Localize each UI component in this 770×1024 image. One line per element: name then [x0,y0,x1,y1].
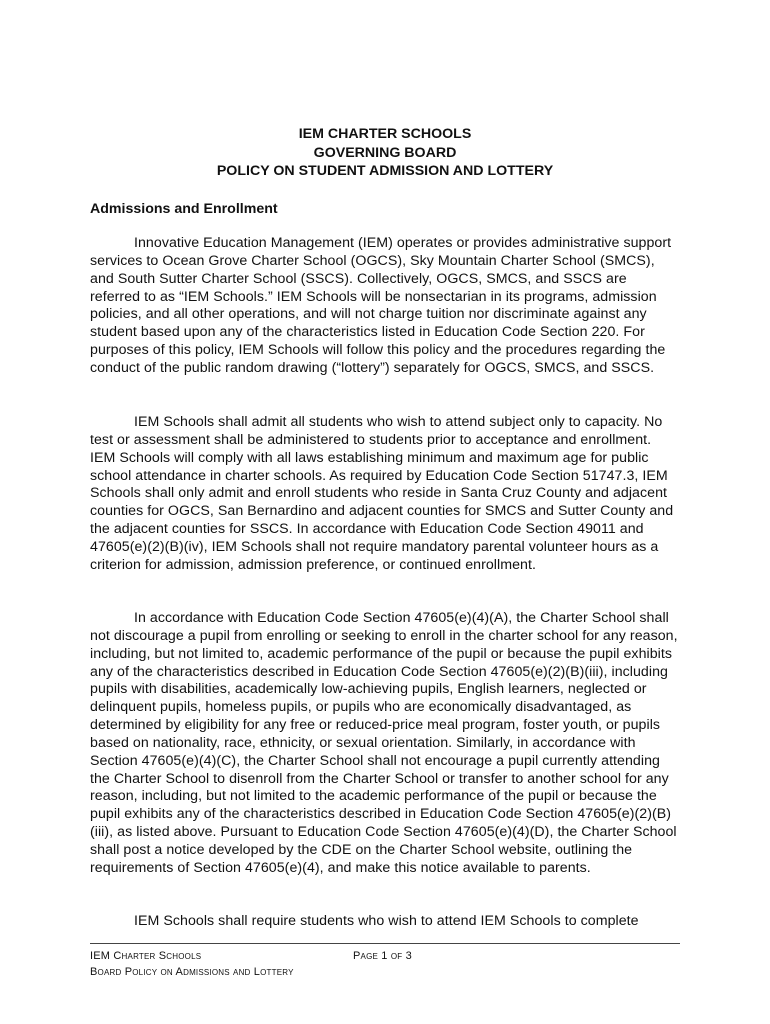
paragraph-1: Innovative Education Management (IEM) operates or provides administrative support services to Ocean Grove Charter School (OGCS), Sky Mountain Charter School (SMCS), and South Sutter Charter School (SSCS). Collectively, OGCS, SMCS, and SSCS are referred to as “IEM Schools.” IEM Schools will be nonsectarian in its programs, admission policies, and all other operations, and will not charge tuition nor discriminate against any student based upon any of the characteristics listed in Education Code Section 220. For purposes of this policy, IEM Schools will follow this policy and the procedures regarding the conduct of the public random drawing (“lottery”) separately for OGCS, SMCS, and SSCS. [90,235,672,376]
footer-document-label [90,948,294,980]
title-line-board: GOVERNING BOARD [313,144,457,161]
footer-school-name: IEM Charter Schools [90,950,202,962]
document-title [90,125,680,181]
paragraph-4: IEM Schools shall require students who wish to attend IEM Schools to complete [134,913,639,929]
page-number: Page 1 of 3 [353,950,412,962]
paragraph-3: In accordance with Education Code Section 47605(e)(4)(A), the Charter School shall not discourage a pupil from enrolling or seeking to enroll in the charter school for any reason, including, but not limited to, academic performance of the pupil or because the pupil exhibits any of the characteristics described in Education Code Section 47605(e)(2)(B)(iii), including pupils with disabilities, academically low-achieving pupils, English learners, neglected or delinquent pupils, homeless pupils, or pupils who are economically disadvantaged, as determined by eligibility for any free or reduced-price meal program, foster youth, or pupils based on nationality, race, ethnicity, or sexual orientation. Similarly, in accordance with Section 47605(e)(4)(C), the Charter School shall not encourage a pupil currently attending the Charter School to disenroll from the Charter School or transfer to another school for any reason, including, but not limited to the academic performance of the pupil or because the pupil exhibits any of the characteristics described in Education Code Section 47605(e)(2)(B)(iii), as listed above. Pursuant to Education Code Section 47605(e)(4)(D), the Charter School shall post a notice developed by the CDE on the Charter School website, outlining the requirements of Section 47605(e)(4), and make this notice available to parents. [90,610,678,876]
footer-policy-name: Board Policy on Admissions and Lottery [90,966,294,978]
title-line-policy: POLICY ON STUDENT ADMISSION AND LOTTERY [216,163,554,179]
paragraph-2: IEM Schools shall admit all students who wish to attend subject only to capacity. No test or assessment shall be administered to students prior to acceptance and enrollment. IEM Schools will comply with all laws establishing minimum and maximum age for public school attendance in charter schools. As required by Education Code Section 51747.3, IEM Schools shall only admit and enroll students who reside in Santa Cruz County and adjacent counties for OGCS, San Bernardino and adjacent counties for SMCS and Sutter County and the adjacent counties for SSCS. In accordance with Education Code Section 49011 and 47605(e)(2)(B)(iv), IEM Schools shall not require mandatory parental volunteer hours as a criterion for admission, admission preference, or continued enrollment. [90,414,674,573]
section-heading: Admissions and Enrollment [90,201,278,217]
footer-divider [90,943,680,944]
title-line-organization: IEM CHARTER SCHOOLS [298,126,472,142]
